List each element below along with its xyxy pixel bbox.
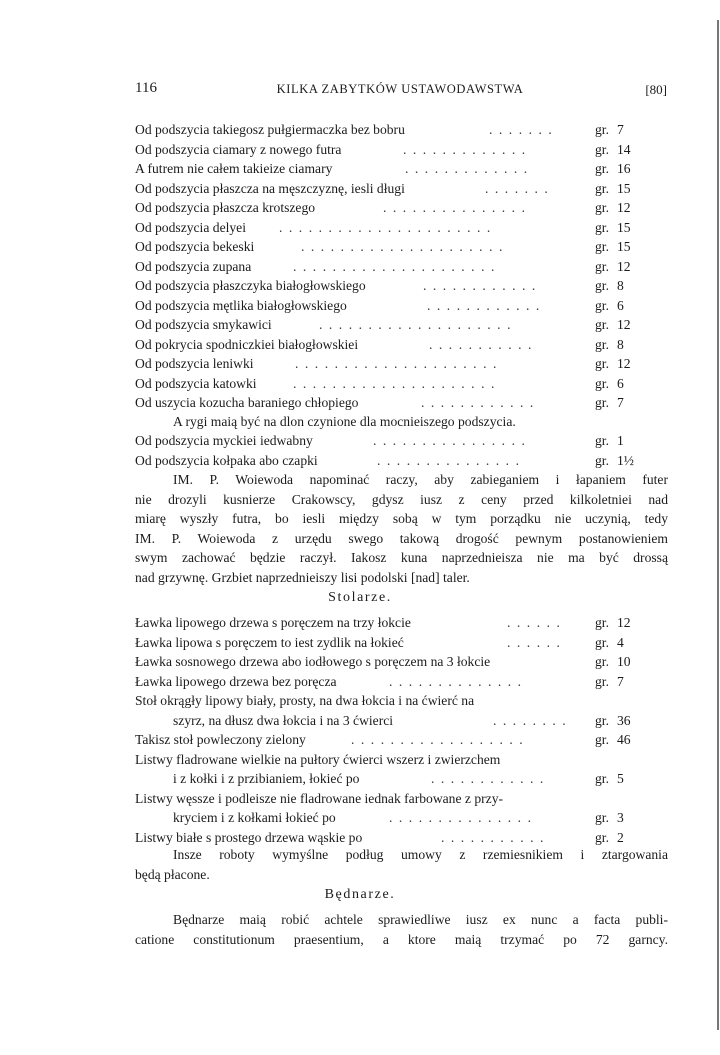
section-title-carpenters: Stolarze. <box>328 590 392 605</box>
paragraph-line: IM. P. Woiewoda napominać raczy, aby zabieganiem i łapaniem futer <box>173 472 668 487</box>
price-row <box>133 335 670 355</box>
price-row <box>133 393 670 413</box>
price-row <box>133 613 670 633</box>
furriers-price-list <box>133 120 670 413</box>
price-row <box>133 218 670 238</box>
leader-dots: ............ <box>427 297 546 313</box>
price-row <box>133 296 670 316</box>
unit-label: gr. <box>595 141 609 157</box>
price-row <box>133 789 670 809</box>
leader-dots: ....... <box>489 122 559 137</box>
coopers-paragraph <box>135 910 668 949</box>
unit-label: gr. <box>595 654 609 669</box>
item-label: Od podszycia bekeski <box>135 239 255 254</box>
price-value: 1½ <box>617 452 634 468</box>
price-row <box>133 691 670 711</box>
price-value: 7 <box>617 395 624 410</box>
unit-label: gr. <box>595 219 609 235</box>
unit-label: gr. <box>595 297 609 313</box>
price-row <box>133 711 670 731</box>
price-value: 36 <box>617 712 631 728</box>
price-value: 7 <box>617 122 624 137</box>
price-value: 1 <box>617 433 624 448</box>
leader-dots: ..................... <box>293 375 501 391</box>
unit-label: gr. <box>595 452 609 468</box>
item-label: Od podszycia mętlika białogłowskiego <box>135 297 347 313</box>
item-label: Listwy białe s prostego drzewa wąskie po <box>135 829 363 845</box>
unit-label: gr. <box>595 634 609 650</box>
item-label: Stoł okrągły lipowy biały, prosty, na dwa łokcia i na ćwierć na <box>135 693 475 708</box>
item-label: Od podszycia płaszcza krotszego <box>135 200 316 215</box>
paragraph-line: swym zachować będzie raczył. Iakosz kuna naprzednieisza nie ma być drossą <box>135 550 668 565</box>
unit-label: gr. <box>595 395 609 410</box>
item-label: Listwy fladrowane wielkie na pułtory ćwierci wszerz i zwierzchem <box>135 751 501 767</box>
item-label: Od podszycia myckiei iedwabny <box>135 433 313 448</box>
price-row <box>133 354 670 374</box>
furriers-extra-list <box>133 431 670 470</box>
item-label: Ławka lipowego drzewa s poręczem na trzy łokcie <box>135 615 411 630</box>
leader-dots: ............ <box>421 395 540 410</box>
unit-label: gr. <box>595 122 609 137</box>
running-header <box>133 80 667 102</box>
paragraph-line: nie drozyli kusnierze Crakowscy, gdysz iusz z ceny przed kilkoletniei nad <box>135 491 668 507</box>
price-row <box>133 140 670 160</box>
item-label: Ławka lipowego drzewa bez poręcza <box>135 673 337 689</box>
price-value: 10 <box>617 654 631 669</box>
carpenters-table-items <box>133 691 670 847</box>
unit-label: gr. <box>595 258 609 274</box>
price-row <box>133 237 670 257</box>
item-label: Ławka sosnowego drzewa abo iodłowego s poręczem na 3 łokcie <box>135 654 491 669</box>
bracket-page-number: [80] <box>645 82 667 97</box>
item-label: Od podszycia takiegosz pułgiermaczka bez bobru <box>135 122 405 137</box>
leader-dots: ...... <box>507 615 567 630</box>
unit-label: gr. <box>595 829 609 845</box>
price-value: 8 <box>617 278 624 293</box>
item-label: Takisz stoł powleczony zielony <box>135 732 306 747</box>
leader-dots: .............. <box>389 673 528 689</box>
item-label: i z kołki i z przibianiem, łokieć po <box>173 771 360 786</box>
leader-dots: .................. <box>351 732 530 747</box>
unit-label: gr. <box>595 317 609 332</box>
page-edge <box>717 20 719 1030</box>
carpenters-price-list <box>133 613 670 691</box>
price-row <box>133 431 670 451</box>
leader-dots: ............... <box>389 810 538 825</box>
price-row <box>133 672 670 692</box>
unit-label: gr. <box>595 712 609 728</box>
item-label: szyrz, na dłusz dwa łokcia i na 3 ćwierci <box>173 712 394 728</box>
unit-label: gr. <box>595 356 609 371</box>
leader-dots: ........ <box>493 712 573 728</box>
leader-dots: ........... <box>429 336 538 352</box>
item-label: Od podszycia leniwki <box>135 356 254 371</box>
leader-dots: ...................... <box>279 219 497 235</box>
leader-dots: ....... <box>485 180 555 196</box>
unit-label: gr. <box>595 433 609 448</box>
paragraph-line: miarę wyszły futra, bo iesli między sobą w tym porządku nie uczynią, tedy <box>135 511 668 526</box>
leader-dots: ............ <box>431 771 550 786</box>
unit-label: gr. <box>595 278 609 293</box>
unit-label: gr. <box>595 336 609 352</box>
price-value: 15 <box>617 180 631 196</box>
item-label: A futrem nie całem takieize ciamary <box>135 161 333 176</box>
price-value: 7 <box>617 673 624 689</box>
price-row <box>133 257 670 277</box>
note-line: będą płacone. <box>135 866 210 882</box>
leader-dots: ..................... <box>301 239 509 254</box>
page-number: 116 <box>135 80 157 96</box>
unit-label: gr. <box>595 615 609 630</box>
price-value: 8 <box>617 336 624 352</box>
paragraph-line: nad grzywnę. Grzbiet naprzednieiszy lisi podolski [nad] taler. <box>135 569 470 585</box>
paragraph-line: Będnarze maią robić achtele sprawiedliwe iusz ex nunc a facta publi- <box>173 912 668 927</box>
price-value: 15 <box>617 239 631 254</box>
item-label: Od uszycia kozucha baraniego chłopiego <box>135 395 359 410</box>
item-label: Od podszycia płaszcza na męszczyznę, iesli długi <box>135 180 405 196</box>
item-label: Od podszycia katowki <box>135 375 257 391</box>
item-label: Ławka lipowa s poręczem to iest zydlik na łokieć <box>135 634 404 650</box>
price-row <box>133 769 670 789</box>
item-label: Od podszycia delyei <box>135 219 246 235</box>
leader-dots: ..................... <box>295 356 503 371</box>
price-row <box>133 652 670 672</box>
item-label: kryciem i z kołkami łokieć po <box>173 810 336 825</box>
item-label: Od podszycia płaszczyka białogłowskiego <box>135 278 366 293</box>
running-title: KILKA ZABYTKÓW USTAWODAWSTWA <box>276 82 524 96</box>
item-label: Od podszycia zupana <box>135 258 252 274</box>
price-value: 6 <box>617 375 624 391</box>
price-value: 12 <box>617 200 631 215</box>
price-row <box>133 159 670 179</box>
unit-label: gr. <box>595 180 609 196</box>
note-line: Insze roboty wymyślne podług umowy z rzemiesnikiem i ztargowania <box>173 847 668 862</box>
voivode-paragraph <box>135 470 668 587</box>
price-row <box>133 451 670 471</box>
price-value: 2 <box>617 829 624 845</box>
unit-label: gr. <box>595 161 609 176</box>
price-value: 12 <box>617 615 631 630</box>
unit-label: gr. <box>595 239 609 254</box>
price-value: 46 <box>617 732 631 747</box>
unit-label: gr. <box>595 810 609 825</box>
unit-label: gr. <box>595 673 609 689</box>
item-label: Od podszycia smykawici <box>135 317 272 332</box>
price-value: 12 <box>617 356 631 371</box>
leader-dots: ........... <box>441 829 550 845</box>
leader-dots: ............ <box>423 278 542 293</box>
price-row <box>133 179 670 199</box>
leader-dots: ............... <box>377 452 526 468</box>
price-row <box>133 374 670 394</box>
section-title-coopers: Będnarze. <box>324 887 396 902</box>
item-label: Od pokrycia spodniczkiei białogłowskiei <box>135 336 359 352</box>
price-row <box>133 750 670 770</box>
item-label: Od podszycia kołpaka abo czapki <box>135 452 318 468</box>
leader-dots: .................... <box>319 317 517 332</box>
leader-dots: ............. <box>405 161 534 176</box>
price-row <box>133 276 670 296</box>
leader-dots: ............. <box>403 141 532 157</box>
leader-dots: ................ <box>373 433 532 448</box>
price-value: 12 <box>617 258 631 274</box>
price-value: 6 <box>617 297 624 313</box>
paragraph-line: IM. P. Woiewoda z urzędu swego takową drogość pewnym postanowieniem <box>135 530 668 546</box>
unit-label: gr. <box>595 200 609 215</box>
leader-dots: ..................... <box>293 258 501 274</box>
item-label: Od podszycia ciamary z nowego futra <box>135 141 342 157</box>
price-value: 5 <box>617 771 624 786</box>
price-row <box>133 808 670 828</box>
unit-label: gr. <box>595 732 609 747</box>
price-value: 15 <box>617 219 631 235</box>
price-row <box>133 120 670 140</box>
price-value: 4 <box>617 634 624 650</box>
price-row <box>133 315 670 335</box>
price-row <box>133 730 670 750</box>
price-value: 3 <box>617 810 624 825</box>
price-value: 12 <box>617 317 631 332</box>
unit-label: gr. <box>595 771 609 786</box>
unit-label: gr. <box>595 375 609 391</box>
price-value: 16 <box>617 161 631 176</box>
carpenters-note <box>135 845 668 884</box>
price-row <box>133 633 670 653</box>
furriers-note <box>135 412 668 432</box>
leader-dots: ...... <box>507 634 567 650</box>
note-line: A rygi maią być na dlon czynione dla mocnieiszego podszycia. <box>173 414 516 429</box>
paragraph-line: catione constitutionum praesentium, a ktore maią trzymać po 72 garncy. <box>135 931 668 947</box>
leader-dots: ............... <box>383 200 532 215</box>
price-row <box>133 198 670 218</box>
item-label: Listwy węssze i podleisze nie fladrowane iednak farbowane z przy- <box>135 790 504 806</box>
price-value: 14 <box>617 141 631 157</box>
